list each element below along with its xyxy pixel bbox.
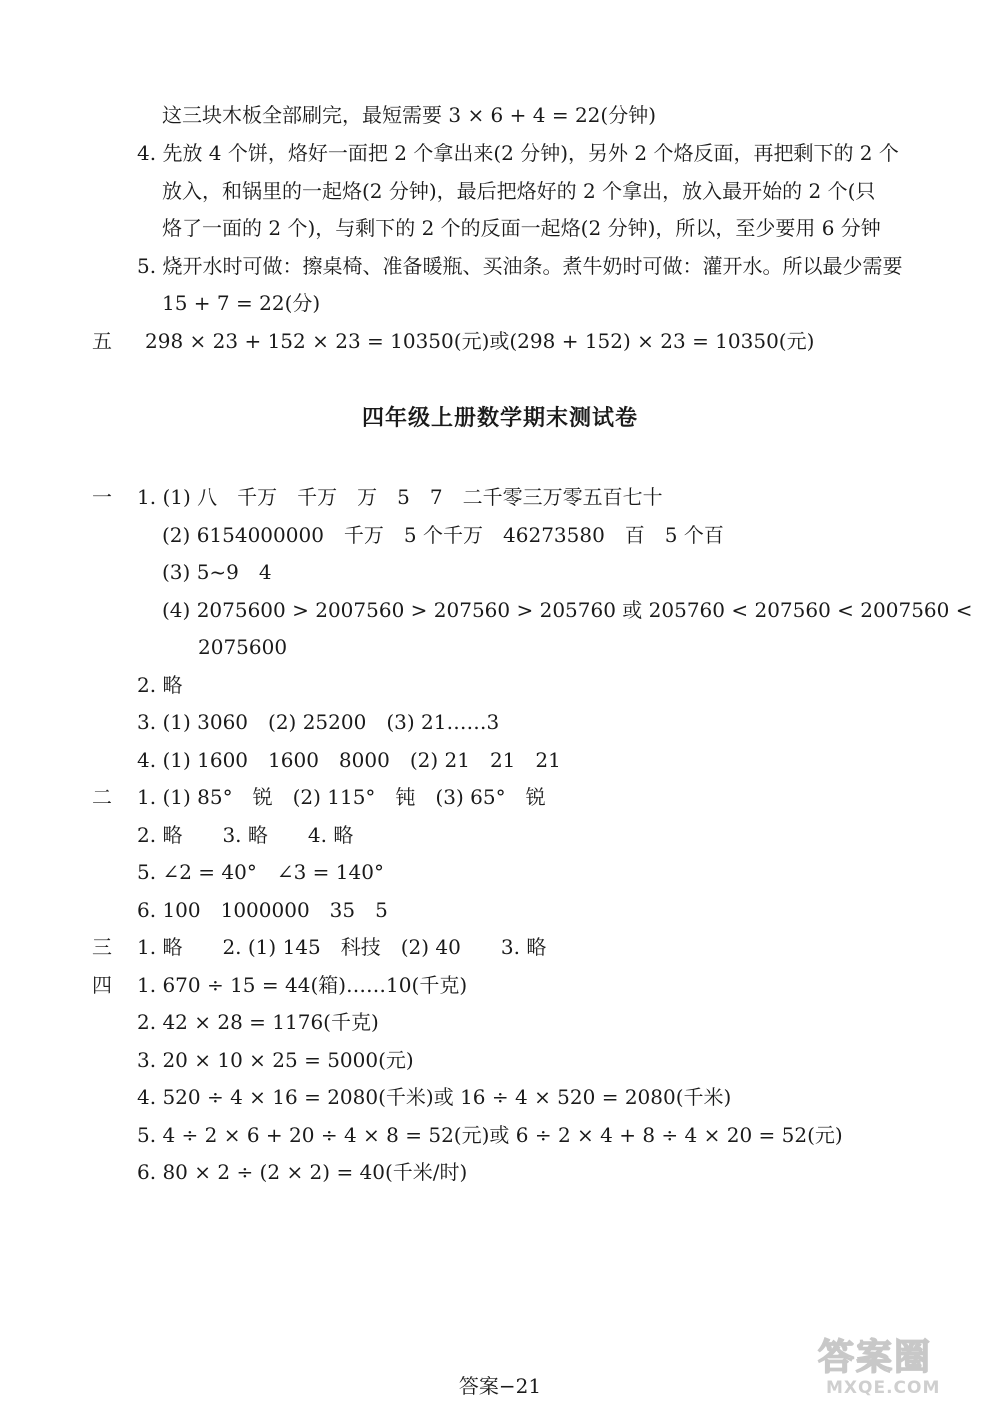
watermark-url: MXQE.COM [826,1378,941,1398]
section-label: 四 [92,973,112,997]
section-label: 五 [92,329,112,353]
answer-line: 2. 略 3. 略 4. 略 [137,823,354,847]
answer-line: 4. (1) 1600 1600 8000 (2) 21 21 21 [137,748,561,772]
answer-line: 放入，和锅里的一起烙(2 分钟)，最后把烙好的 2 个拿出，放入最开始的 2 个(只 [162,179,876,203]
answer-line: 1. 670 ÷ 15 = 44(箱)……10(千克) [137,973,468,997]
watermark-title: 答案圈 [818,1337,933,1378]
answer-line: 这三块木板全部刷完，最短需要 3 × 6 + 4 = 22(分钟) [162,103,657,127]
answer-line: (2) 6154000000 千万 5 个千万 46273580 百 5 个百 [162,523,724,547]
section-label: 二 [92,785,112,809]
page-number: 答案−21 [458,1374,542,1398]
watermark-logo [818,1338,988,1402]
answer-line: 5. ∠2 = 40° ∠3 = 140° [137,860,384,884]
answer-line: 2075600 [198,635,288,659]
answer-line: (4) 2075600 > 2007560 > 207560 > 205760 或 205760 < 207560 < 2007560 < [162,598,973,622]
answer-line: 15 + 7 = 22(分) [162,291,321,315]
answer-line: 1. (1) 85° 锐 (2) 115° 钝 (3) 65° 锐 [137,785,546,809]
page-title: 四年级上册数学期末测试卷 [361,406,638,431]
answer-line: 5. 4 ÷ 2 × 6 + 20 ÷ 4 × 8 = 52(元)或 6 ÷ 2 × 4 + 8 ÷ 4 × 20 = 52(元) [137,1123,843,1147]
answer-line: 5. 烧开水时可做：擦桌椅、准备暖瓶、买油条。煮牛奶时可做：灌开水。所以最少需要 [137,254,903,278]
answer-line: 3. 20 × 10 × 25 = 5000(元) [137,1048,414,1072]
section-label: 三 [92,935,112,959]
answer-line: 4. 先放 4 个饼，烙好一面把 2 个拿出来(2 分钟)，另外 2 个烙反面，再把剩下的 2 个 [137,141,899,165]
answer-line: 烙了一面的 2 个)，与剩下的 2 个的反面一起烙(2 分钟)，所以，至少要用 6 分钟 [162,216,881,240]
answer-line: 4. 520 ÷ 4 × 16 = 2080(千米)或 16 ÷ 4 × 520 = 2080(千米) [137,1085,732,1109]
answer-line: 2. 略 [137,673,183,697]
answer-line: 298 × 23 + 152 × 23 = 10350(元)或(298 + 152) × 23 = 10350(元) [145,329,815,353]
answer-line: 6. 100 1000000 35 5 [137,898,388,922]
section-label: 一 [92,485,112,509]
answer-line: 1. 略 2. (1) 145 科技 (2) 40 3. 略 [137,935,547,959]
answer-line: 3. (1) 3060 (2) 25200 (3) 21……3 [137,710,500,734]
answer-line: 2. 42 × 28 = 1176(千克) [137,1010,379,1034]
answer-line: 1. (1) 八 千万 千万 万 5 7 二千零三万零五百七十 [137,485,663,509]
answer-line: 6. 80 × 2 ÷ (2 × 2) = 40(千米/时) [137,1160,468,1184]
answer-line: (3) 5~9 4 [162,560,272,584]
